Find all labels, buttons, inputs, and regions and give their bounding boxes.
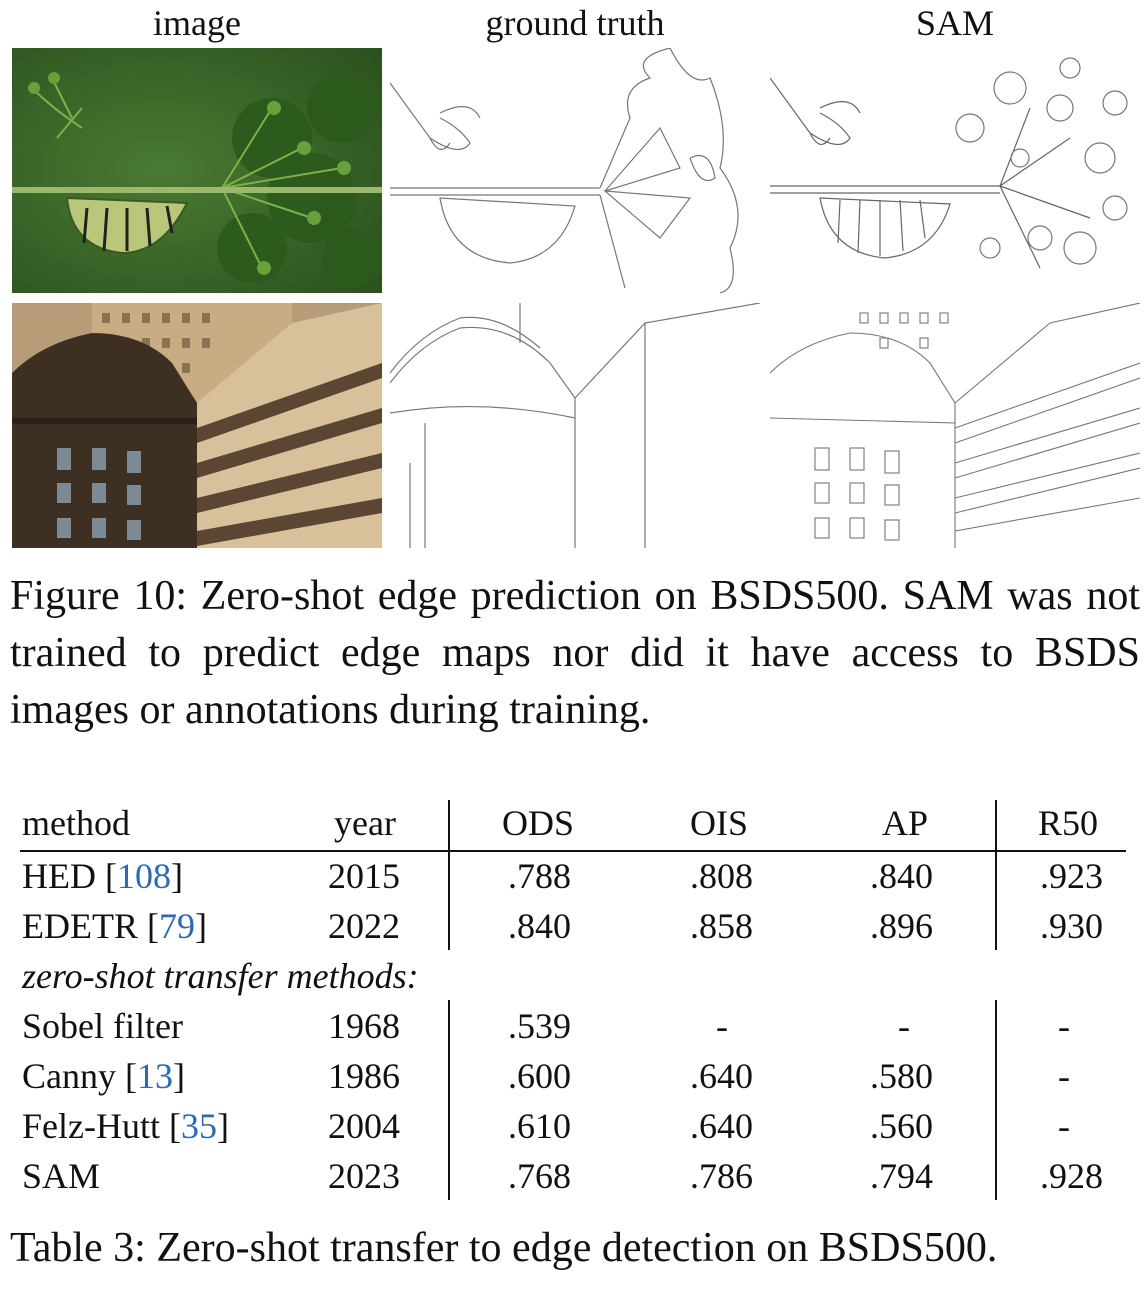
header-ois: OIS	[690, 803, 749, 843]
cell-method: SAM	[22, 1156, 101, 1196]
cell-ois: .808	[690, 856, 753, 896]
table-vertical-rule	[448, 1000, 450, 1200]
cell-ap: .794	[870, 1156, 933, 1196]
edge-map-ground-truth-buildings	[390, 303, 760, 548]
cell-r50: -	[1058, 1056, 1070, 1096]
cell-ods: .768	[508, 1156, 571, 1196]
cell-ois: .640	[690, 1056, 753, 1096]
table-vertical-rule	[448, 800, 450, 950]
cell-year: 2022	[328, 906, 400, 946]
cell-ods: .788	[508, 856, 571, 896]
cell-ap: .580	[870, 1056, 933, 1096]
figure-caption: Figure 10: Zero-shot edge prediction on BSDS500. SAM was not trained to predict edge maps nor did it have access to BSDS images or annotations during training.	[10, 573, 1140, 733]
cell-method: EDETR [79]	[22, 906, 207, 946]
cell-ois: .640	[690, 1106, 753, 1146]
citation-link[interactable]: 108	[117, 856, 171, 896]
cell-r50: .928	[1040, 1156, 1103, 1196]
cell-ods: .539	[508, 1006, 571, 1046]
cell-ap: .840	[870, 856, 933, 896]
cell-ois: -	[716, 1006, 728, 1046]
column-header-sam: SAM	[915, 3, 995, 43]
cell-r50: .930	[1040, 906, 1103, 946]
cell-ods: .610	[508, 1106, 571, 1146]
cell-year: 2015	[328, 856, 400, 896]
photo-caterpillar	[12, 48, 382, 293]
cell-method: Canny [13]	[22, 1056, 185, 1096]
edge-map-ground-truth-caterpillar	[390, 48, 760, 293]
cell-ois: .858	[690, 906, 753, 946]
section-label: zero-shot transfer methods:	[22, 956, 419, 996]
cell-r50: -	[1058, 1006, 1070, 1046]
header-method: method	[22, 803, 130, 843]
table-vertical-rule	[995, 800, 997, 950]
cell-ois: .786	[690, 1156, 753, 1196]
cell-ods: .600	[508, 1056, 571, 1096]
cell-ods: .840	[508, 906, 571, 946]
cell-method: HED [108]	[22, 856, 183, 896]
edge-map-sam-caterpillar	[770, 48, 1140, 293]
header-year: year	[334, 803, 396, 843]
edge-map-sam-buildings	[770, 303, 1140, 548]
cell-year: 1968	[328, 1006, 400, 1046]
cell-year: 2023	[328, 1156, 400, 1196]
header-ap: AP	[882, 803, 929, 843]
column-header-ground-truth: ground truth	[485, 3, 665, 43]
cell-year: 1986	[328, 1056, 400, 1096]
table-header-rule	[20, 850, 1126, 852]
header-ods: ODS	[502, 803, 575, 843]
cell-r50: -	[1058, 1106, 1070, 1146]
cell-r50: .923	[1040, 856, 1103, 896]
cell-method: Felz-Hutt [35]	[22, 1106, 229, 1146]
citation-link[interactable]: 13	[137, 1056, 173, 1096]
column-header-image: image	[153, 3, 241, 43]
header-r50: R50	[1038, 803, 1099, 843]
cell-ap: .896	[870, 906, 933, 946]
table-caption: Table 3: Zero-shot transfer to edge detection on BSDS500.	[10, 1225, 998, 1271]
cell-method: Sobel filter	[22, 1006, 183, 1046]
cell-ap: .560	[870, 1106, 933, 1146]
table-vertical-rule	[995, 1000, 997, 1200]
photo-buildings	[12, 303, 382, 548]
citation-link[interactable]: 35	[180, 1106, 217, 1146]
cell-year: 2004	[328, 1106, 400, 1146]
cell-ap: -	[898, 1006, 910, 1046]
citation-link[interactable]: 79	[158, 906, 195, 946]
